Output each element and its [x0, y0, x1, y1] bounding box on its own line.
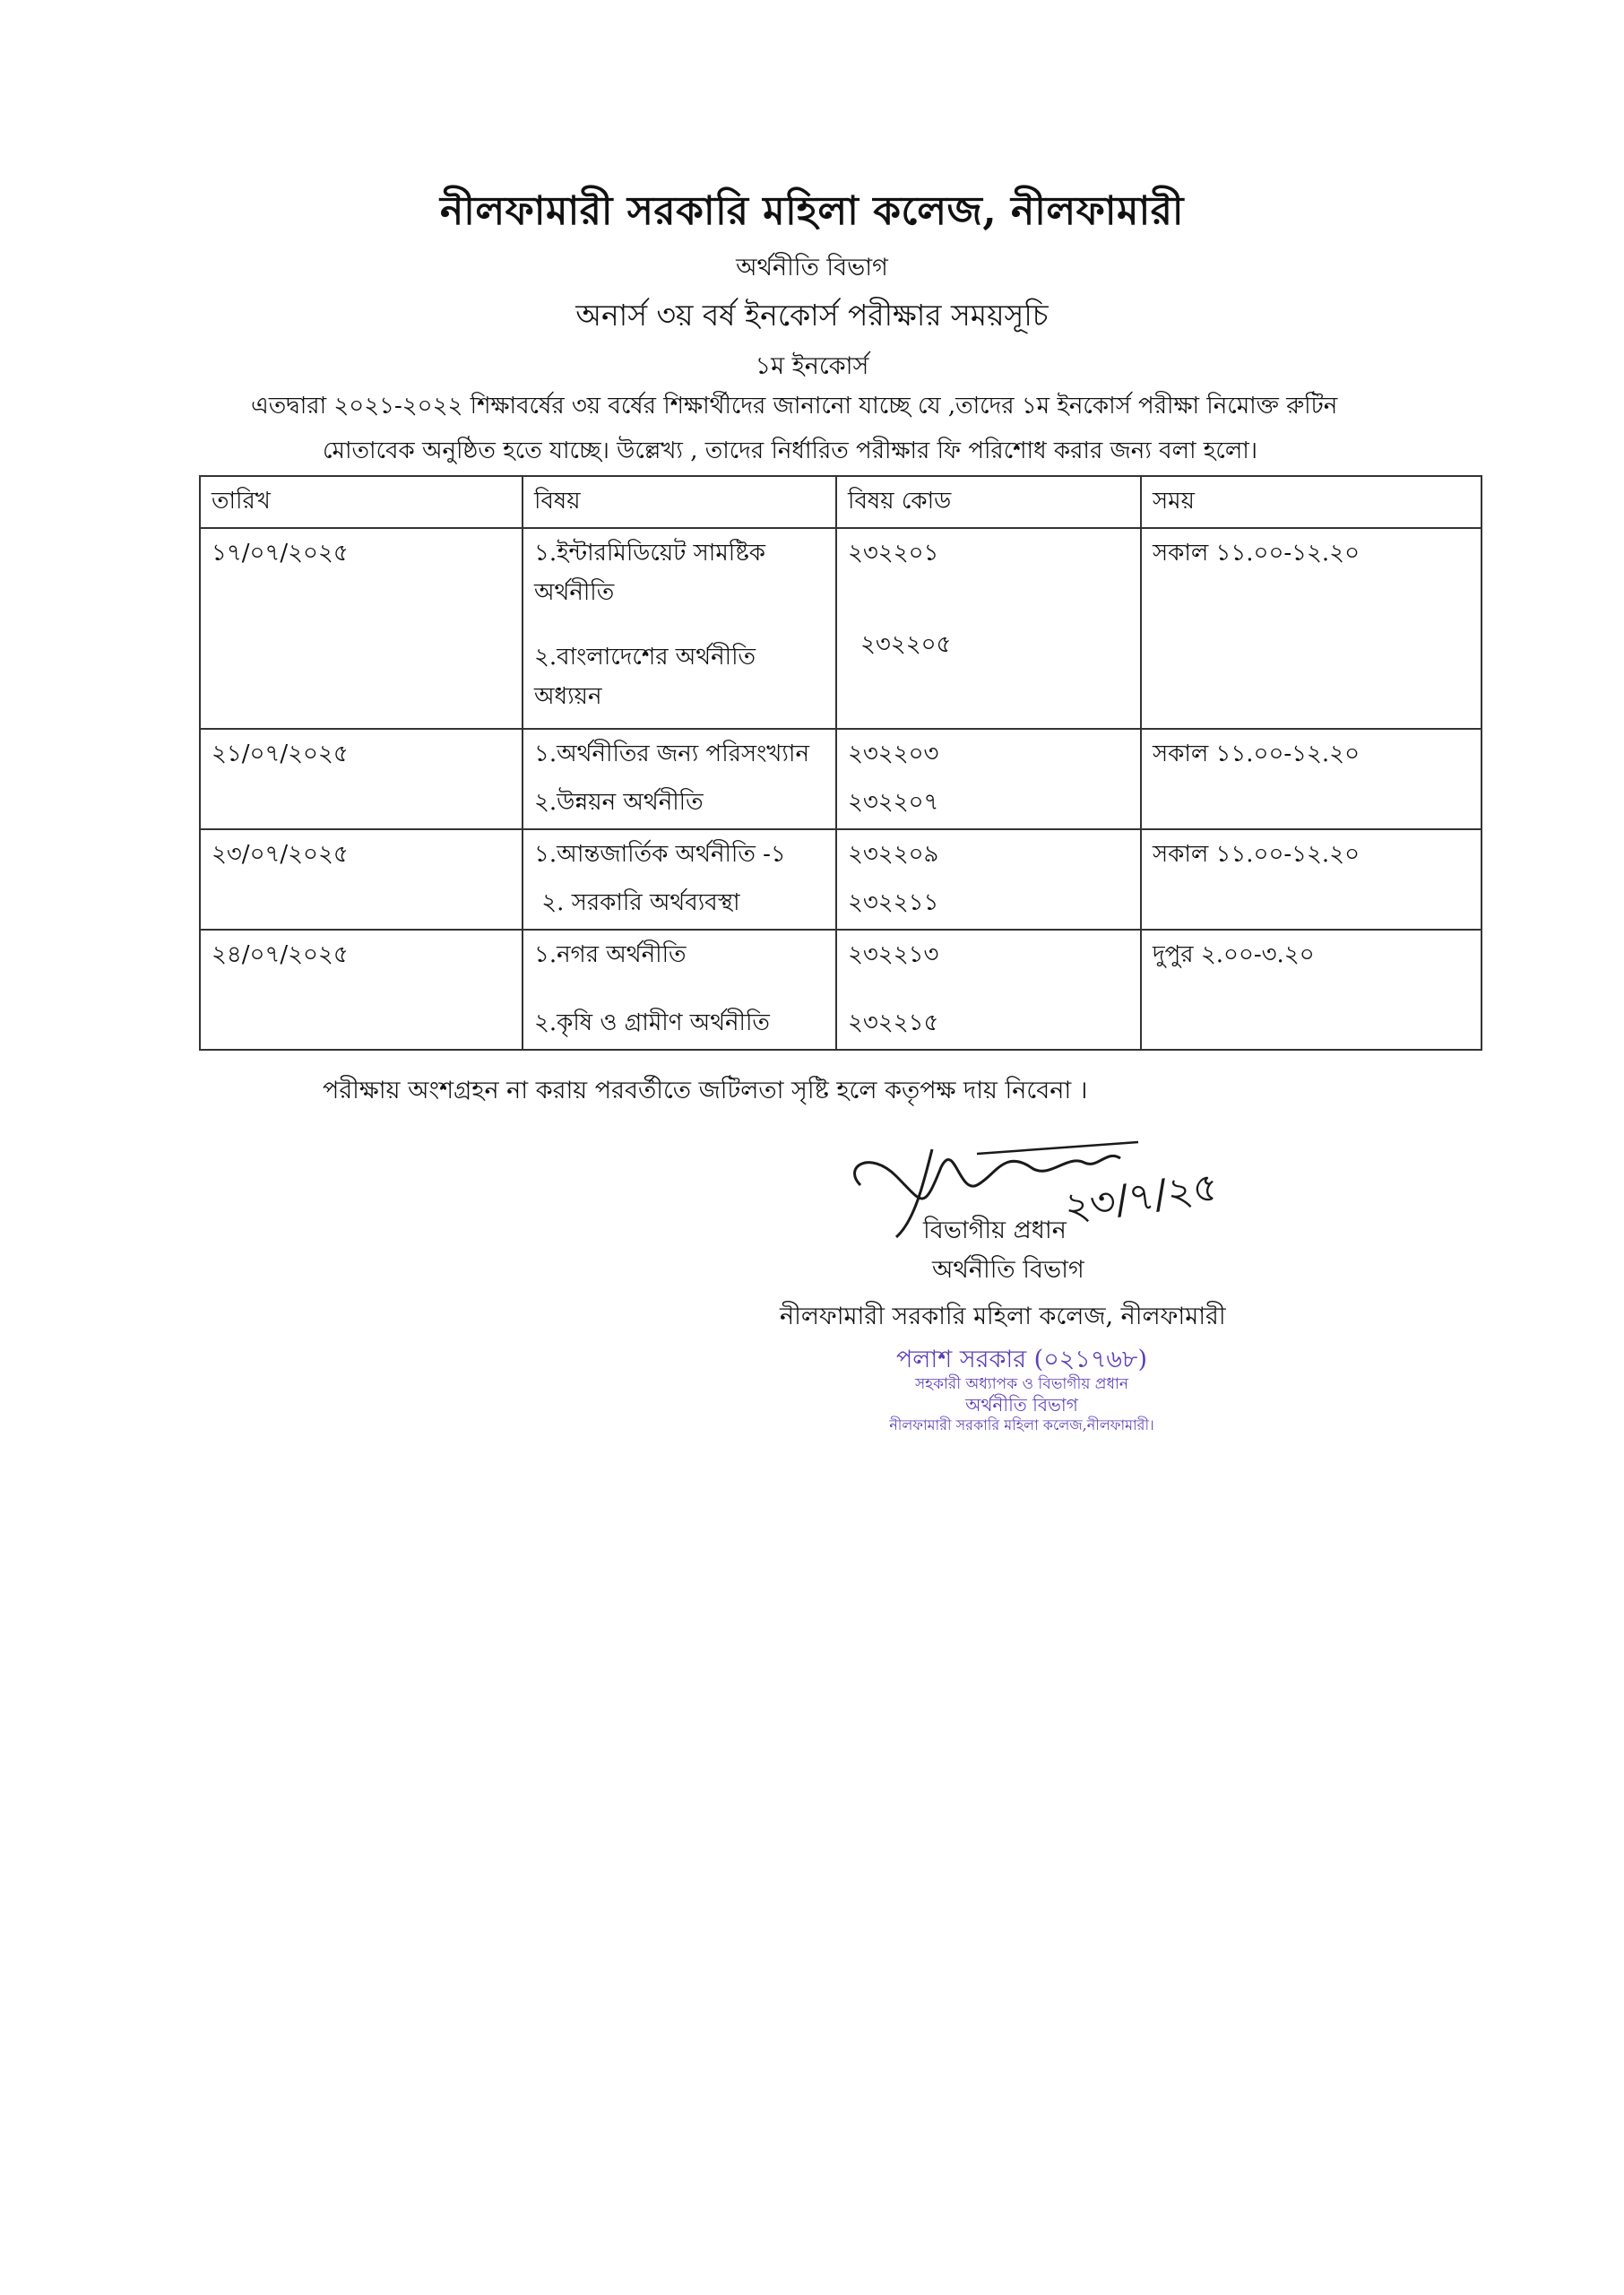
exam-time: সকাল ১১.০০-১২.২০: [1141, 829, 1481, 930]
exam-date: ২৪/০৭/২০২৫: [200, 930, 523, 1050]
subject-code: ২৩২২০৩: [848, 740, 939, 767]
exam-subjects: [523, 829, 836, 930]
subject-code: ২৩২২০৯: [848, 841, 939, 868]
exam-codes: [836, 930, 1141, 1050]
exam-codes: [836, 829, 1141, 930]
header-subject: বিষয়: [523, 476, 836, 528]
intro-line-2: মোতাবেক অনুষ্ঠিত হতে যাচ্ছে। উল্লেখ্য , তাদের নির্ধারিত পরীক্ষার ফি পরিশোধ করার জন্য বলা হলো।: [323, 437, 1258, 464]
exam-subjects: [523, 930, 836, 1050]
stamp-college: নীলফামারী সরকারি মহিলা কলেজ,নীলফামারী।: [889, 1416, 1154, 1433]
subject-name: ১.নগর অর্থনীতি: [534, 941, 687, 968]
official-stamp: [860, 1345, 1183, 1434]
subject-code: ২৩২২০৭: [848, 789, 939, 816]
exam-routine-table: [199, 475, 1482, 1051]
exam-subjects: [523, 528, 836, 729]
subject-code: ২৩২২১১: [848, 889, 939, 916]
disclaimer-note: পরীক্ষায় অংশগ্রহন না করায় পরবর্তীতে জটিলতা সৃষ্টি হলে কতৃপক্ষ দায় নিবেনা ।: [323, 1077, 1088, 1104]
exam-schedule-title: অনার্স ৩য় বর্ষ ইনকোর্স পরীক্ষার সময়সূচি: [575, 298, 1049, 333]
exam-time: দুপুর ২.০০-৩.২০: [1141, 930, 1481, 1050]
exam-date: ২৩/০৭/২০২৫: [200, 829, 523, 930]
incourse-label: ১ম ইনকোর্স: [755, 352, 869, 380]
subject-code: ২৩২২০৫: [860, 631, 952, 658]
subject-code: ২৩২২০১: [848, 540, 939, 567]
signatory-title: বিভাগীয় প্রধান: [923, 1217, 1067, 1244]
subject-code: ২৩২২১৫: [848, 1009, 939, 1036]
subject-name: ২. সরকারি অর্থব্যবস্থা: [534, 889, 740, 916]
stamp-designation: সহকারী অধ্যাপক ও বিভাগীয় প্রধান: [914, 1374, 1129, 1393]
exam-subjects: [523, 729, 836, 829]
exam-codes: [836, 528, 1141, 729]
table-row: [200, 528, 1481, 729]
header-time: সময়: [1141, 476, 1481, 528]
subject-code: ২৩২২১৩: [848, 941, 939, 968]
exam-date: ১৭/০৭/২০২৫: [200, 528, 523, 729]
exam-codes: [836, 729, 1141, 829]
table-row: [200, 829, 1481, 930]
subject-name: ১.আন্তজার্তিক অর্থনীতি -১: [534, 841, 786, 868]
table-row: [200, 729, 1481, 829]
subject-name: ২.বাংলাদেশের অর্থনীতি অধ্যয়ন: [534, 644, 756, 710]
exam-date: ২১/০৭/২০২৫: [200, 729, 523, 829]
header-subject-code: বিষয় কোড: [836, 476, 1141, 528]
intro-line-1: এতদ্বারা ২০২১-২০২২ শিক্ষাবর্ষের ৩য় বর্ষের শিক্ষার্থীদের জানানো যাচ্ছে যে ,তাদের ১ম ইনকোর্স পরীক্ষা নিমোক্ত রুটিন: [251, 393, 1338, 420]
subject-name: ২.উন্নয়ন অর্থনীতি: [534, 789, 704, 816]
table-header-row: [200, 476, 1481, 528]
table-row: [200, 930, 1481, 1050]
college-title: নীলফামারী সরকারি মহিলা কলেজ, নীলফামারী: [439, 188, 1185, 234]
stamp-name: পলাশ সরকার (০২১৭৬৮): [895, 1346, 1147, 1373]
header-date: তারিখ: [200, 476, 523, 528]
subject-name: ১.ইন্টারমিডিয়েট সামষ্টিক অর্থনীতি: [534, 540, 765, 606]
stamp-department: অর্থনীতি বিভাগ: [965, 1394, 1078, 1416]
subject-name: ২.কৃষি ও গ্রামীণ অর্থনীতি: [534, 1009, 770, 1036]
exam-time: সকাল ১১.০০-১২.২০: [1141, 729, 1481, 829]
signatory-department: অর্থনীতি বিভাগ: [932, 1256, 1084, 1284]
subject-name: ১.অর্থনীতির জন্য পরিসংখ্যান: [534, 740, 809, 767]
signatory-college: নীলফামারী সরকারি মহিলা কলেজ, নীলফামারী: [780, 1303, 1226, 1330]
exam-time: সকাল ১১.০০-১২.২০: [1141, 528, 1481, 729]
signature-date: ২৩/৭/২৫: [1061, 1164, 1222, 1231]
department-name: অর্থনীতি বিভাগ: [736, 254, 888, 281]
